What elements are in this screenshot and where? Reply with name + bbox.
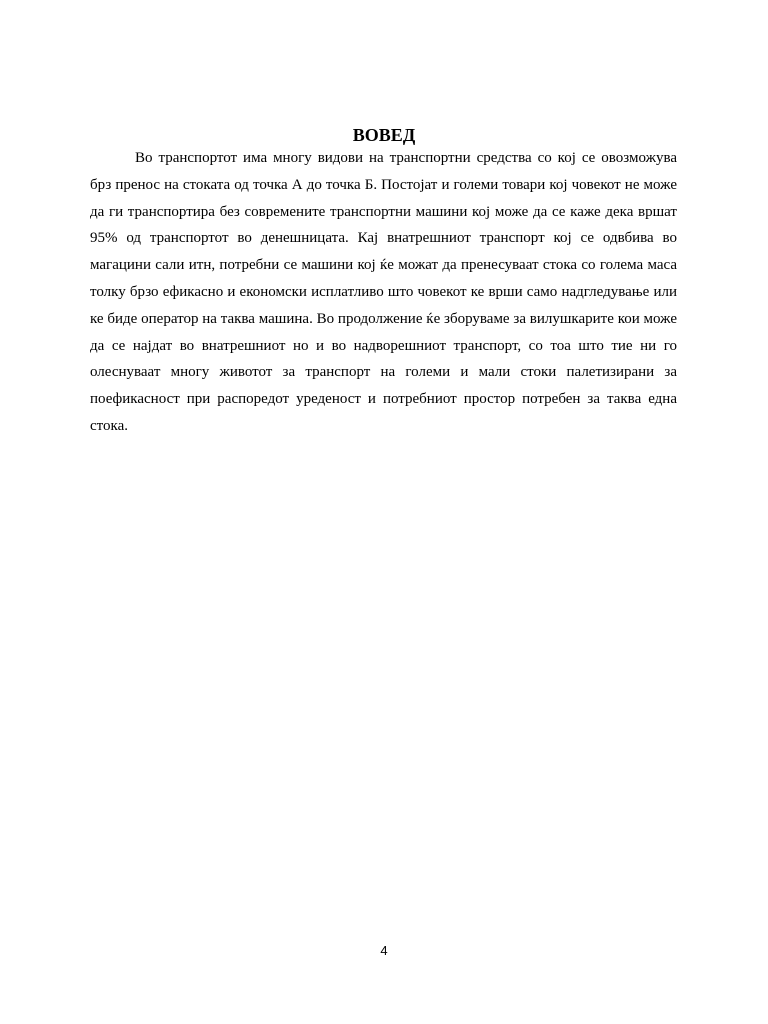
page-number: 4 [380,943,388,958]
section-heading: ВОВЕД [352,125,416,145]
body-paragraph: Во транспортот има многу видови на транспортни средства со кој се овозможува брз пренос на стоката од точка А до точка Б. Постојат и големи товари кој човекот не може да ги транспортира без современите транспортни машини кој може да се каже дека вршат 95% од транспортот во денешницата. Кај внатрешниот транспорт кој се одвбива во магацини сали итн, потребни се машини кој ќе можат да пренесуваат стока со голема маса толку брзо ефикасно и економски исплатливо што човекот ке врши само надгледување или ке биде оператор на таква машина. Во продолжение ќе зборуваме за вилушкарите кои може да се најдат во внатрешниот но и во надворешниот транспорт, со тоа што тие ни го олеснуваат многу животот за транспорт на големи и мали стоки палетизирани за поефикасност при распоредот уреденост и потребниот простор потребен за таква една стока. [90,150,677,434]
